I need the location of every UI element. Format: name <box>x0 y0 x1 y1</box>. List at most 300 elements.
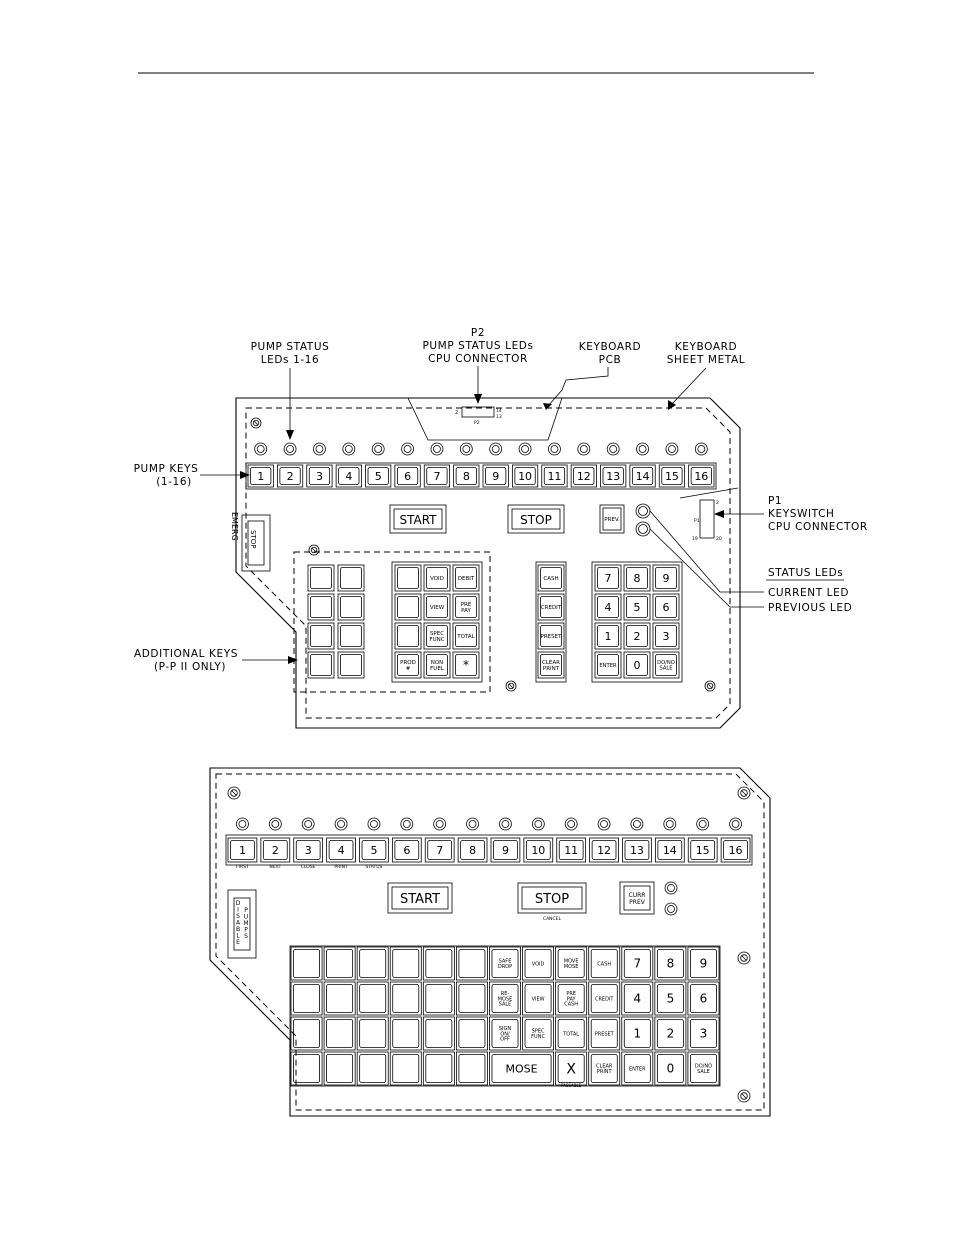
top-function-key-2-1[interactable] <box>424 623 450 649</box>
top-numpad-key-1-1-label: 5 <box>633 600 641 614</box>
p2-pin-right-top: 14 <box>496 409 502 414</box>
bottom-key-3-4[interactable] <box>655 1052 686 1085</box>
sheet-metal-inner-dash <box>246 408 730 718</box>
bottom-key-0-2[interactable] <box>556 947 587 980</box>
bottom-pump-sub-5: STATUS <box>365 865 383 870</box>
bottom-key-0-5-label: 8 <box>666 956 675 971</box>
svg-text:PUMP STATUS LEDs: PUMP STATUS LEDs <box>422 340 534 352</box>
top-function-key-2-0[interactable] <box>395 623 421 649</box>
bottom-stop-label: STOP <box>534 892 570 907</box>
bottom-pump-key-10-label: 10 <box>531 843 546 857</box>
bottom-led-11 <box>565 818 577 830</box>
top-numpad-key-2-1-label: 2 <box>633 629 641 643</box>
top-additional-key-0-0[interactable] <box>308 565 334 591</box>
top-payment-key-1[interactable] <box>538 594 564 620</box>
bottom-led-12 <box>598 818 610 830</box>
top-pump-keys <box>248 465 714 487</box>
p1-connector <box>692 500 722 542</box>
svg-text:STATUS LEDs: STATUS LEDs <box>768 567 844 579</box>
bottom-pump-key-13[interactable] <box>623 838 652 862</box>
top-function-key-3-0[interactable] <box>395 652 421 678</box>
top-additional-key-3-0[interactable] <box>308 652 334 678</box>
top-numpad-key-0-0[interactable] <box>595 565 621 591</box>
svg-text:PUMP KEYS: PUMP KEYS <box>133 463 199 475</box>
top-pump-key-14[interactable] <box>630 465 655 487</box>
bottom-key-2-6-label: 3 <box>699 1026 708 1041</box>
bottom-blank-key-0-0[interactable] <box>291 947 322 980</box>
bottom-key-0-3[interactable] <box>589 947 620 980</box>
bottom-curr-prev-label: CURR PREV <box>628 892 646 906</box>
bottom-pump-key-6-label: 6 <box>403 843 411 857</box>
bottom-key-1-4-label: 4 <box>633 991 642 1006</box>
top-numpad-key-0-1-label: 8 <box>633 571 641 585</box>
keyswitch-side-label: EMERG <box>230 512 239 541</box>
bottom-key-1-1[interactable] <box>523 982 554 1015</box>
bottom-pump-key-10[interactable] <box>524 838 553 862</box>
bottom-key-3-1-label: X <box>566 1061 576 1078</box>
screw-additional <box>309 545 319 555</box>
top-pump-key-6[interactable] <box>395 465 420 487</box>
bottom-pump-status-leds <box>236 818 741 830</box>
top-function-keys <box>395 565 479 678</box>
bottom-keyboard-diagram <box>210 768 770 1116</box>
disable-pumps-switch[interactable] <box>228 890 256 958</box>
top-pump-key-7-label: 7 <box>433 469 441 483</box>
bottom-key-1-3-label: CREDIT <box>594 996 614 1003</box>
bottom-led-16 <box>730 818 742 830</box>
top-function-key-3-0-label: PROD # <box>400 660 416 672</box>
bottom-key-1-5[interactable] <box>655 982 686 1015</box>
top-led-8 <box>460 443 472 455</box>
top-pump-key-9[interactable] <box>483 465 508 487</box>
top-prev-key[interactable] <box>600 505 624 533</box>
top-function-key-1-1-label: VIEW <box>429 604 445 611</box>
top-pump-key-13-label: 13 <box>606 469 621 483</box>
svg-text:(P-P II ONLY): (P-P II ONLY) <box>153 661 227 673</box>
bottom-pump-key-7-label: 7 <box>436 843 444 857</box>
top-numpad-key-1-2-label: 6 <box>662 600 670 614</box>
bottom-key-2-2[interactable] <box>556 1017 587 1050</box>
top-numpad-key-2-1[interactable] <box>624 623 650 649</box>
top-additional-key-2-0[interactable] <box>308 623 334 649</box>
bottom-pump-key-15[interactable] <box>688 838 717 862</box>
screw-b-right-mid <box>738 952 750 964</box>
top-function-key-3-1[interactable] <box>424 652 450 678</box>
top-payment-key-3[interactable] <box>538 652 564 678</box>
bottom-pump-key-12[interactable] <box>590 838 619 862</box>
top-numpad-key-0-1[interactable] <box>624 565 650 591</box>
top-pump-key-7[interactable] <box>424 465 449 487</box>
bottom-blank-key-2-5[interactable] <box>456 1017 487 1050</box>
bottom-key-0-4-label: 7 <box>633 956 642 971</box>
top-pump-key-11-label: 11 <box>547 469 562 483</box>
bottom-pump-key-7[interactable] <box>425 838 454 862</box>
bottom-pump-key-12-label: 12 <box>597 843 612 857</box>
bottom-pump-key-8-label: 8 <box>469 843 477 857</box>
top-function-key-0-2-label: DEBIT <box>457 575 475 582</box>
top-additional-keys <box>308 565 364 678</box>
top-prev-label: PREV. <box>604 517 620 523</box>
svg-text:P2: P2 <box>470 327 486 339</box>
label-pump-status-leds <box>251 341 330 440</box>
p2-pin-left: 2 <box>455 410 459 416</box>
top-payment-key-2[interactable] <box>538 623 564 649</box>
bottom-pump-key-16-label: 16 <box>728 843 743 857</box>
top-led-1 <box>255 443 267 455</box>
keyswitch-label: STOP <box>249 530 257 549</box>
top-stop-label: STOP <box>520 513 552 527</box>
top-payment-key-2-label: PRESET <box>540 633 562 640</box>
bottom-pump-key-11-label: 11 <box>564 843 579 857</box>
top-function-key-1-0[interactable] <box>395 594 421 620</box>
top-pump-key-3-label: 3 <box>315 469 323 483</box>
bottom-led-6 <box>401 818 413 830</box>
top-payment-key-3-label: CLEAR PRINT <box>542 660 560 672</box>
top-payment-key-1-label: CREDIT <box>540 604 562 611</box>
bottom-led-9 <box>499 818 511 830</box>
bottom-key-2-4-label: 1 <box>633 1026 642 1041</box>
top-numpad-key-1-0-label: 4 <box>604 600 612 614</box>
bottom-pump-key-1[interactable] <box>228 838 257 862</box>
bottom-key-2-5[interactable] <box>655 1017 686 1050</box>
label-p1 <box>714 495 868 533</box>
bottom-keypad <box>291 947 719 1088</box>
bottom-key-1-2-label: PRE PAY CASH <box>564 991 579 1008</box>
bottom-key-0-0[interactable] <box>489 947 520 980</box>
top-additional-key-2-1[interactable] <box>338 623 364 649</box>
bottom-stop-key[interactable] <box>518 883 586 922</box>
top-numpad-keys <box>595 565 679 678</box>
bottom-key-3-4-label: 0 <box>666 1061 675 1076</box>
svg-text:LEDs 1-16: LEDs 1-16 <box>260 354 320 366</box>
bottom-blank-key-0-5[interactable] <box>456 947 487 980</box>
top-start-label: START <box>399 513 437 527</box>
screw-top-left <box>251 418 261 428</box>
top-pump-key-10[interactable] <box>512 465 537 487</box>
top-pump-key-16-label: 16 <box>694 469 709 483</box>
top-pump-key-15-label: 15 <box>664 469 679 483</box>
previous-led <box>636 522 650 536</box>
top-additional-key-1-0[interactable] <box>308 594 334 620</box>
top-payment-key-0-label: CASH <box>543 575 559 582</box>
top-pump-key-8[interactable] <box>454 465 479 487</box>
bottom-pump-sub-3: CLOSE <box>300 865 316 870</box>
svg-text:PREVIOUS LED: PREVIOUS LED <box>768 602 853 614</box>
bottom-status-leds <box>665 882 677 915</box>
p1-pin-top: 2 <box>716 501 719 506</box>
bottom-key-2-3[interactable] <box>589 1017 620 1050</box>
bottom-pump-sub-1: FIRST <box>236 865 249 870</box>
top-additional-key-0-1[interactable] <box>338 565 364 591</box>
bottom-led-1 <box>236 818 248 830</box>
top-pump-key-13[interactable] <box>601 465 626 487</box>
bottom-led-13 <box>631 818 643 830</box>
screw-b-top-right <box>738 787 750 799</box>
top-numpad-key-3-0-label: ENTER <box>599 662 617 669</box>
top-function-key-2-1-label: SPEC FUNC <box>429 631 445 643</box>
top-pump-key-9-label: 9 <box>492 469 500 483</box>
current-led <box>636 504 650 518</box>
svg-text:ADDITIONAL KEYS: ADDITIONAL KEYS <box>133 648 239 660</box>
top-led-12 <box>578 443 590 455</box>
bottom-stop-sub: CANCEL <box>542 917 562 922</box>
top-numpad-key-0-2[interactable] <box>653 565 679 591</box>
svg-text:CURRENT LED: CURRENT LED <box>768 587 850 599</box>
bottom-key-3-2[interactable] <box>589 1052 620 1085</box>
top-led-13 <box>607 443 619 455</box>
bottom-blank-key-1-4[interactable] <box>423 982 454 1015</box>
top-screws <box>251 418 715 691</box>
top-payment-keys <box>538 565 564 678</box>
bottom-blank-key-3-4[interactable] <box>423 1052 454 1085</box>
top-stop-key[interactable] <box>508 505 564 533</box>
bottom-key-0-1[interactable] <box>523 947 554 980</box>
top-function-key-0-0[interactable] <box>395 565 421 591</box>
top-numpad-key-3-2[interactable] <box>653 652 679 678</box>
bottom-key-3-5[interactable] <box>688 1052 719 1085</box>
bottom-pump-key-14[interactable] <box>655 838 684 862</box>
bottom-key-3-0[interactable] <box>489 1052 553 1085</box>
top-numpad-key-3-1-label: 0 <box>633 658 641 672</box>
top-pump-key-2[interactable] <box>277 465 302 487</box>
top-numpad-key-1-1[interactable] <box>624 594 650 620</box>
bottom-pump-key-1-label: 1 <box>238 843 246 857</box>
top-function-key-3-2[interactable] <box>453 652 479 678</box>
bottom-key-0-4[interactable] <box>622 947 653 980</box>
bottom-pump-key-3[interactable] <box>294 838 323 862</box>
top-function-key-2-2-label: TOTAL <box>457 633 475 640</box>
svg-text:PCB: PCB <box>598 354 622 366</box>
bottom-pump-key-2[interactable] <box>261 838 290 862</box>
top-pump-key-5-label: 5 <box>374 469 382 483</box>
disable-pumps-label: D I S A B L EP U M P S <box>235 900 249 946</box>
sheet-metal-outline <box>236 398 740 728</box>
bottom-start-key[interactable] <box>388 883 452 913</box>
top-led-16 <box>695 443 707 455</box>
bottom-led-7 <box>434 818 446 830</box>
top-additional-key-1-1[interactable] <box>338 594 364 620</box>
bottom-pump-key-14-label: 14 <box>662 843 677 857</box>
bottom-key-0-1-label: VOID <box>531 961 545 968</box>
bottom-led-15 <box>697 818 709 830</box>
top-pump-key-11[interactable] <box>542 465 567 487</box>
top-led-15 <box>666 443 678 455</box>
bottom-blank-key-0-3[interactable] <box>390 947 421 980</box>
bottom-blank-key-1-1[interactable] <box>324 982 355 1015</box>
bottom-key-2-0[interactable] <box>489 1017 520 1050</box>
p2-name: P2 <box>474 421 480 426</box>
bottom-x-sub: PASSABLE <box>561 1083 582 1088</box>
bottom-key-0-2-label: MOVE MOSE <box>563 958 579 970</box>
top-pump-key-6-label: 6 <box>404 469 412 483</box>
top-additional-key-3-1[interactable] <box>338 652 364 678</box>
bottom-key-3-5-label: DO/NO SALE <box>694 1063 713 1075</box>
label-p2 <box>422 327 533 404</box>
top-pump-key-4[interactable] <box>336 465 361 487</box>
bottom-pump-key-8[interactable] <box>458 838 487 862</box>
top-pump-status-leds <box>255 443 708 455</box>
bottom-pump-key-6[interactable] <box>392 838 421 862</box>
top-led-9 <box>490 443 502 455</box>
bottom-key-2-0-label: SIGN ON/ OFF <box>498 1026 512 1043</box>
svg-text:(1-16): (1-16) <box>156 476 192 488</box>
bottom-key-1-4[interactable] <box>622 982 653 1015</box>
bottom-blank-key-2-2[interactable] <box>357 1017 388 1050</box>
top-payment-key-0[interactable] <box>538 565 564 591</box>
bottom-pump-key-13-label: 13 <box>629 843 644 857</box>
bottom-led-8 <box>467 818 479 830</box>
top-numpad-key-1-2[interactable] <box>653 594 679 620</box>
top-pump-key-16[interactable] <box>689 465 714 487</box>
label-additional-keys <box>134 648 298 673</box>
bottom-key-1-1-label: VIEW <box>531 996 545 1003</box>
bottom-key-0-0-label: SAFE DROP <box>497 958 513 970</box>
top-function-key-1-2-label: PRE PAY <box>460 602 472 614</box>
bottom-blank-key-2-1[interactable] <box>324 1017 355 1050</box>
p2-pin-right-bottom: 13 <box>496 415 502 420</box>
top-numpad-key-3-0[interactable] <box>595 652 621 678</box>
bottom-key-1-0[interactable] <box>489 982 520 1015</box>
bottom-key-2-1[interactable] <box>523 1017 554 1050</box>
bottom-key-3-1[interactable] <box>556 1052 587 1085</box>
bottom-key-3-3[interactable] <box>622 1052 653 1085</box>
p1-pin-left: P1 <box>694 519 700 524</box>
top-pump-key-3[interactable] <box>307 465 332 487</box>
screw-bottom-right <box>705 681 715 691</box>
top-numpad-key-0-2-label: 9 <box>662 571 670 585</box>
bottom-pump-key-5-label: 5 <box>370 843 378 857</box>
bottom-key-2-5-label: 2 <box>666 1026 675 1041</box>
bottom-key-1-6-label: 6 <box>699 991 708 1006</box>
top-function-key-1-2[interactable] <box>453 594 479 620</box>
top-numpad-key-2-0-label: 1 <box>604 629 612 643</box>
svg-text:KEYBOARD: KEYBOARD <box>578 341 642 353</box>
bottom-key-0-6[interactable] <box>688 947 719 980</box>
bottom-key-0-6-label: 9 <box>699 956 708 971</box>
top-pump-key-10-label: 10 <box>518 469 533 483</box>
bottom-pump-key-2-label: 2 <box>271 843 279 857</box>
bottom-key-1-2[interactable] <box>556 982 587 1015</box>
top-pump-key-12[interactable] <box>571 465 596 487</box>
svg-text:P1: P1 <box>768 495 783 507</box>
bottom-blank-key-2-3[interactable] <box>390 1017 421 1050</box>
top-led-3 <box>313 443 325 455</box>
p1-pin-bottom-right: 20 <box>716 537 722 542</box>
bottom-led-5 <box>368 818 380 830</box>
bottom-blank-key-1-0[interactable] <box>291 982 322 1015</box>
top-led-14 <box>637 443 649 455</box>
top-led-5 <box>372 443 384 455</box>
bottom-led-14 <box>664 818 676 830</box>
bottom-led-4 <box>335 818 347 830</box>
top-function-key-0-1-label: VOID <box>430 575 444 582</box>
bottom-curr-prev-key[interactable] <box>620 882 654 914</box>
bottom-blank-key-1-5[interactable] <box>456 982 487 1015</box>
screw-b-top-left <box>228 787 240 799</box>
bottom-key-3-3-label: ENTER <box>629 1066 646 1073</box>
top-led-4 <box>343 443 355 455</box>
top-function-key-0-2[interactable] <box>453 565 479 591</box>
top-numpad-key-3-2-label: DO/NO SALE <box>657 660 675 672</box>
bottom-pump-key-5[interactable] <box>360 838 389 862</box>
bottom-key-0-5[interactable] <box>655 947 686 980</box>
top-function-key-2-2[interactable] <box>453 623 479 649</box>
bottom-key-1-6[interactable] <box>688 982 719 1015</box>
top-function-key-0-1[interactable] <box>424 565 450 591</box>
bottom-key-2-4[interactable] <box>622 1017 653 1050</box>
top-function-key-1-1[interactable] <box>424 594 450 620</box>
top-numpad-key-2-2-label: 3 <box>662 629 670 643</box>
bottom-key-2-6[interactable] <box>688 1017 719 1050</box>
screw-b-bottom-right <box>738 1090 750 1102</box>
bottom-blank-key-3-5[interactable] <box>456 1052 487 1085</box>
svg-text:SHEET METAL: SHEET METAL <box>666 354 746 366</box>
bottom-blank-key-1-2[interactable] <box>357 982 388 1015</box>
top-numpad-key-0-0-label: 7 <box>604 571 612 585</box>
bottom-pump-key-16[interactable] <box>721 838 750 862</box>
bottom-key-1-3[interactable] <box>589 982 620 1015</box>
top-function-key-3-2-label: * <box>463 658 469 673</box>
bottom-pump-sub-2: NEXT <box>269 865 282 870</box>
top-led-7 <box>431 443 443 455</box>
bottom-pump-key-15-label: 15 <box>695 843 710 857</box>
bottom-start-label: START <box>399 892 441 907</box>
bottom-pump-key-4[interactable] <box>327 838 356 862</box>
svg-text:KEYSWITCH: KEYSWITCH <box>768 508 835 520</box>
bottom-blank-key-3-1[interactable] <box>324 1052 355 1085</box>
p2-connector <box>455 407 502 426</box>
top-pump-key-14-label: 14 <box>635 469 650 483</box>
label-keyboard-sheet-metal <box>667 341 746 410</box>
top-numpad-key-2-2[interactable] <box>653 623 679 649</box>
bottom-led-3 <box>302 818 314 830</box>
bottom-blank-key-3-3[interactable] <box>390 1052 421 1085</box>
bottom-blank-key-2-4[interactable] <box>423 1017 454 1050</box>
bottom-key-3-0-label: MOSE <box>505 1062 538 1076</box>
bottom-pump-key-9-label: 9 <box>501 843 509 857</box>
bottom-blank-key-0-4[interactable] <box>423 947 454 980</box>
bottom-blank-key-3-2[interactable] <box>357 1052 388 1085</box>
top-pump-key-1-label: 1 <box>257 469 265 483</box>
top-start-key[interactable] <box>390 505 446 533</box>
bottom-inner-dash <box>216 774 764 1110</box>
bottom-blank-key-0-1[interactable] <box>324 947 355 980</box>
top-pump-key-4-label: 4 <box>345 469 353 483</box>
bottom-blank-key-0-2[interactable] <box>357 947 388 980</box>
top-numpad-key-3-1[interactable] <box>624 652 650 678</box>
bottom-pump-key-9[interactable] <box>491 838 520 862</box>
top-numpad-key-1-0[interactable] <box>595 594 621 620</box>
top-pump-key-5[interactable] <box>366 465 391 487</box>
bottom-led-2 <box>269 818 281 830</box>
bottom-pump-sub-4: PRINT <box>334 865 348 870</box>
bottom-pump-key-11[interactable] <box>557 838 586 862</box>
bottom-key-0-3-label: CASH <box>597 961 612 968</box>
top-keyboard-diagram <box>134 327 868 728</box>
screw-bottom-center <box>506 681 516 691</box>
top-function-key-3-1-label: NON FUEL <box>430 660 444 672</box>
top-led-11 <box>548 443 560 455</box>
top-led-2 <box>284 443 296 455</box>
top-pump-key-1[interactable] <box>248 465 273 487</box>
bottom-key-2-3-label: PRESET <box>594 1031 614 1038</box>
bottom-pump-key-4-label: 4 <box>337 843 345 857</box>
top-led-6 <box>402 443 414 455</box>
top-numpad-key-2-0[interactable] <box>595 623 621 649</box>
top-pump-key-15[interactable] <box>659 465 684 487</box>
bottom-blank-key-1-3[interactable] <box>390 982 421 1015</box>
label-keyboard-pcb <box>543 341 641 410</box>
